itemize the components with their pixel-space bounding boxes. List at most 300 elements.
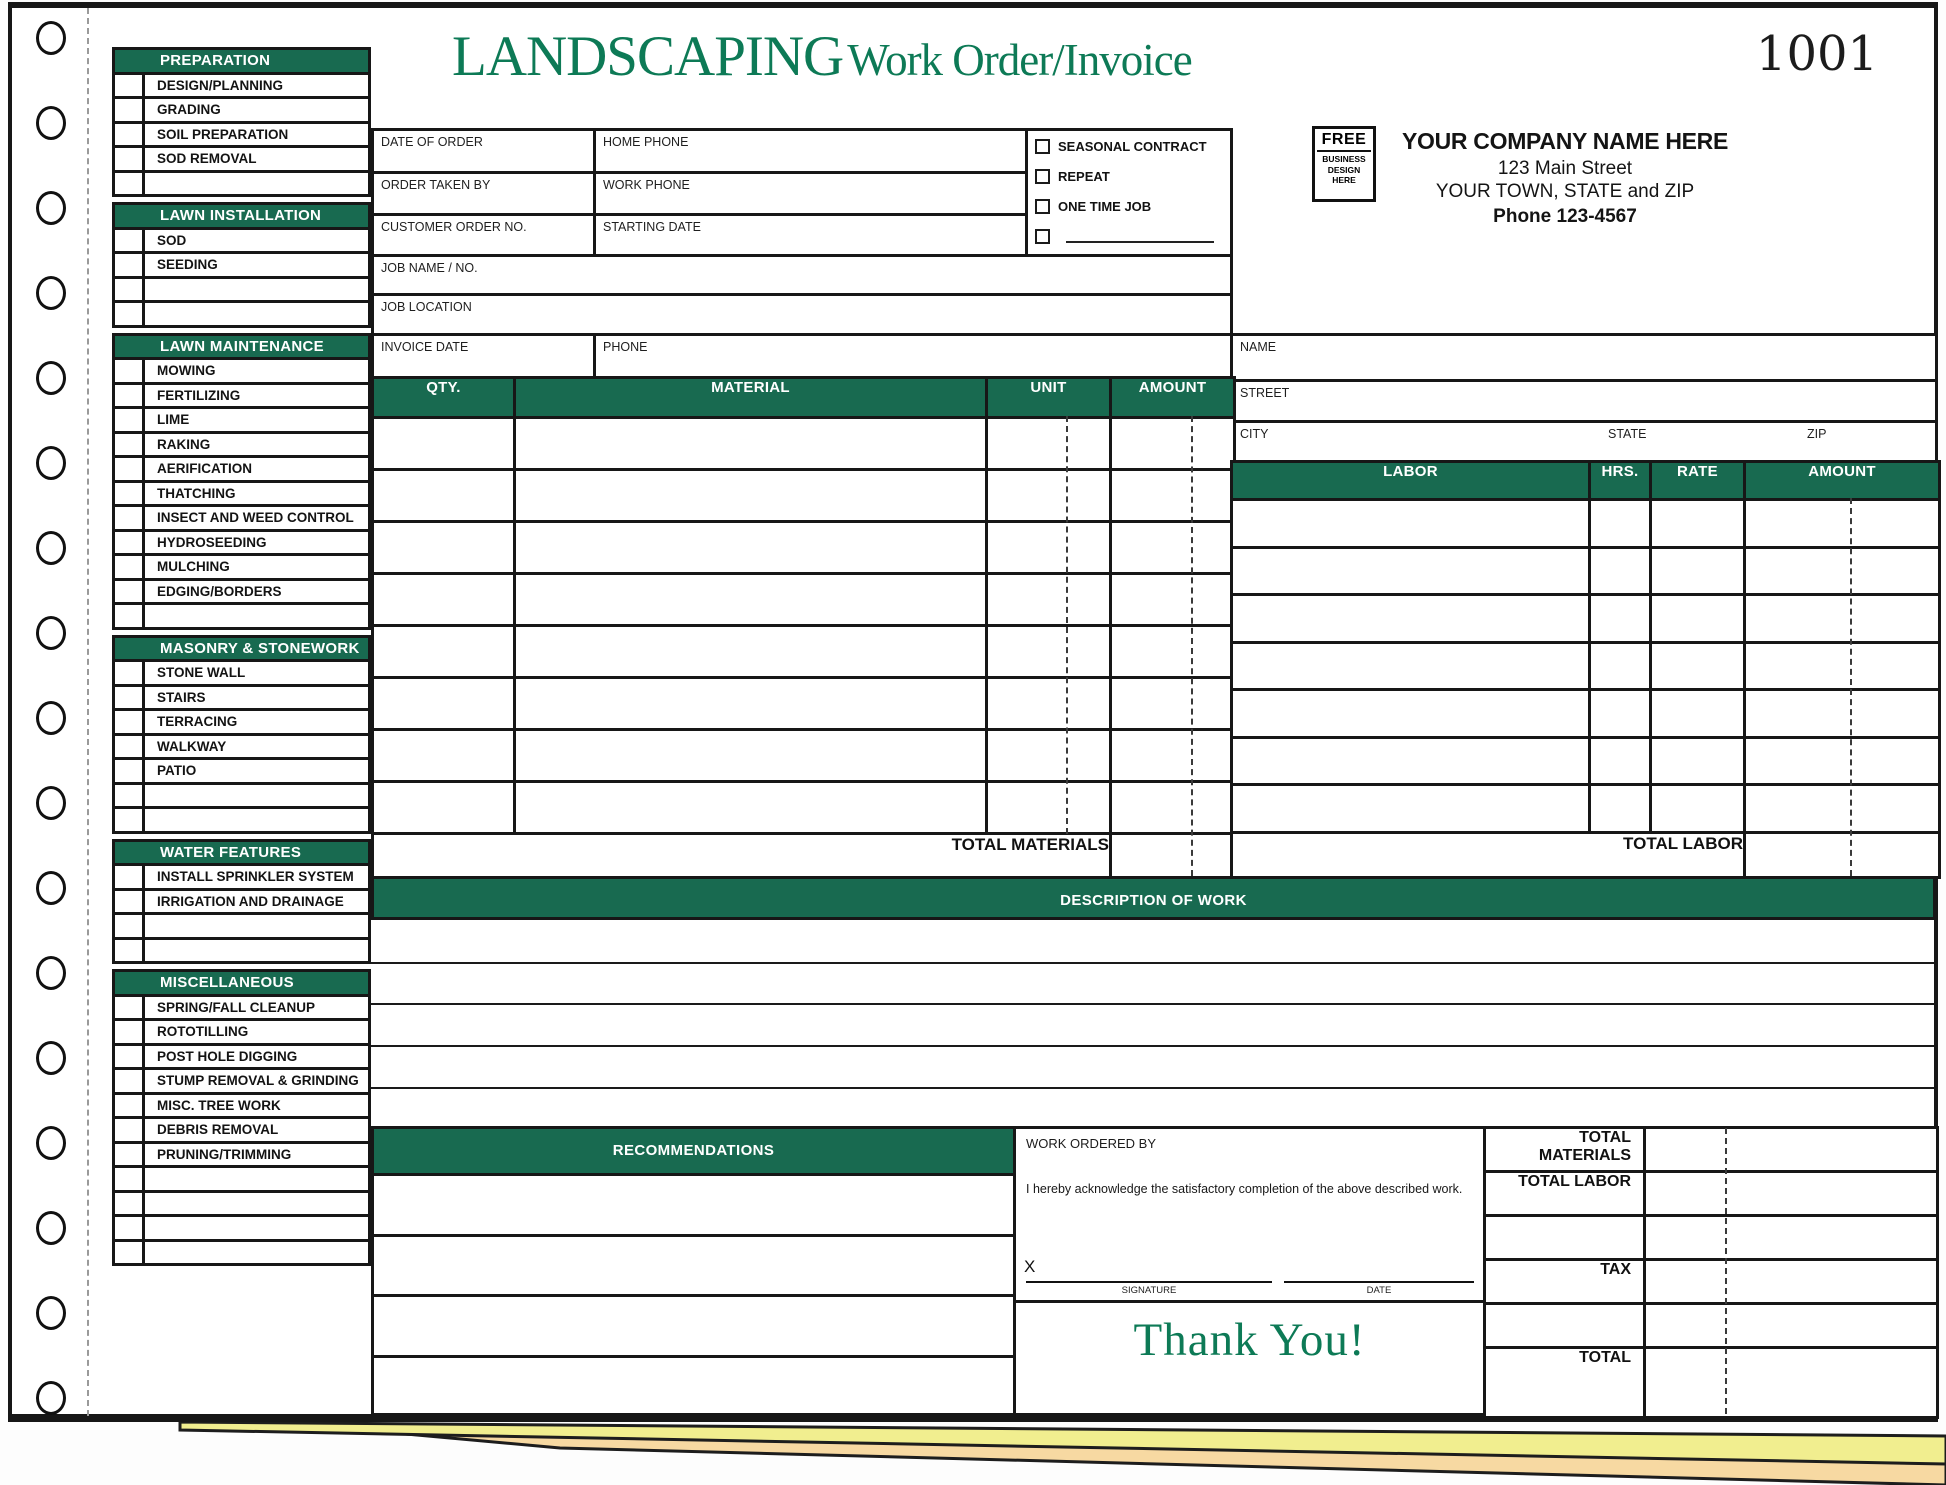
service-checkbox-cell[interactable]: [115, 760, 145, 782]
date-line[interactable]: [1284, 1254, 1474, 1283]
labor-amount-cell[interactable]: [1745, 500, 1940, 548]
job-type-checkbox[interactable]: [1035, 139, 1050, 154]
totals-amount-cell[interactable]: [1645, 1128, 1938, 1172]
service-label: IRRIGATION AND DRAINAGE: [157, 893, 344, 909]
totals-amount-cell[interactable]: [1645, 1260, 1938, 1304]
service-checkbox-cell[interactable]: [115, 809, 145, 831]
materials-amount-header: AMOUNT: [1111, 378, 1235, 418]
work-ordered-by-label: WORK ORDERED BY: [1026, 1136, 1157, 1151]
service-checkbox-cell[interactable]: [115, 785, 145, 807]
labor-row: [1232, 737, 1940, 785]
service-label: DESIGN/PLANNING: [157, 77, 284, 93]
recommendations-row[interactable]: [374, 1237, 1013, 1298]
description-writing-line[interactable]: [371, 962, 1934, 964]
service-label: [145, 173, 368, 195]
materials-material-cell[interactable]: [515, 522, 987, 574]
materials-amount-cell[interactable]: [1111, 782, 1235, 834]
punch-hole: [36, 21, 66, 55]
service-label: MULCHING: [157, 559, 230, 574]
divider: [1016, 1300, 1483, 1303]
labor-row: [1232, 785, 1940, 833]
materials-amount-cell[interactable]: [1111, 418, 1235, 470]
labor-hrs-cell[interactable]: [1590, 785, 1651, 833]
materials-material-cell[interactable]: [515, 782, 987, 834]
job-type-options: [1025, 128, 1233, 257]
recommendations-row[interactable]: [374, 1358, 1013, 1419]
form-number: 1001: [1755, 26, 1879, 82]
service-label: HYDROSEEDING: [157, 534, 267, 550]
materials-qty-cell[interactable]: [373, 522, 515, 574]
sidebar-row: [112, 684, 371, 712]
materials-qty-cell[interactable]: [373, 678, 515, 730]
service-label: GRADING: [157, 102, 221, 117]
materials-unit-cell[interactable]: [987, 522, 1111, 574]
totals-amount-cell[interactable]: [1645, 1348, 1938, 1418]
customer-name-field[interactable]: NAME: [1232, 335, 1937, 381]
service-label: PRUNING/TRIMMING: [157, 1146, 292, 1162]
punch-hole: [36, 1041, 66, 1075]
materials-qty-cell[interactable]: [373, 626, 515, 678]
labor-rate-cell[interactable]: [1651, 785, 1745, 833]
materials-unit-cell[interactable]: [987, 782, 1111, 834]
totals-label: [1485, 1216, 1645, 1260]
job-name-field[interactable]: JOB NAME / NO.: [373, 256, 1232, 298]
labor-desc-cell[interactable]: [1232, 595, 1590, 643]
service-checkbox-cell[interactable]: [115, 303, 145, 325]
sidebar-row: [112, 300, 371, 328]
sidebar-row: [112, 406, 371, 434]
form-sheet: [8, 2, 1938, 1422]
service-checkbox-cell[interactable]: [115, 99, 145, 121]
service-label: [145, 605, 368, 627]
labor-desc-cell[interactable]: [1232, 500, 1590, 548]
service-checkbox-cell[interactable]: [115, 1046, 145, 1068]
service-label: MISCELLANEOUS: [160, 974, 294, 991]
service-label: PREPARATION: [160, 52, 271, 69]
materials-amount-cents-separator: [1191, 416, 1193, 876]
job-type-checkbox[interactable]: [1035, 169, 1050, 184]
materials-unit-cell[interactable]: [987, 574, 1111, 626]
service-checkbox-cell[interactable]: [115, 1144, 145, 1166]
service-label: MISC. TREE WORK: [157, 1097, 281, 1113]
punch-hole: [36, 191, 66, 225]
materials-unit-cell[interactable]: [987, 470, 1111, 522]
sidebar-row: [112, 806, 371, 834]
totals-label: TAX: [1485, 1260, 1645, 1304]
labor-desc-cell[interactable]: [1232, 785, 1590, 833]
service-label: POST HOLE DIGGING: [157, 1048, 298, 1064]
service-checkbox-cell[interactable]: [115, 662, 145, 684]
perforation-line: [87, 8, 89, 1416]
labor-amount-cell[interactable]: [1745, 642, 1940, 690]
labor-rate-cell[interactable]: [1651, 500, 1745, 548]
sidebar-row: [112, 937, 371, 965]
service-checkbox-cell[interactable]: [115, 254, 145, 276]
sidebar-row: [112, 72, 371, 100]
punch-hole: [36, 956, 66, 990]
labor-rate-cell[interactable]: [1651, 547, 1745, 595]
sidebar-row: [112, 1116, 371, 1144]
labor-hrs-cell[interactable]: [1590, 595, 1651, 643]
service-label: [145, 809, 368, 831]
punch-hole: [36, 276, 66, 310]
service-label: LAWN MAINTENANCE: [160, 337, 324, 355]
description-writing-line[interactable]: [371, 1045, 1934, 1047]
service-label: TERRACING: [157, 714, 238, 729]
sidebar-row: [112, 504, 371, 532]
labor-rate-cell[interactable]: [1651, 737, 1745, 785]
service-checkbox-cell[interactable]: [115, 581, 145, 603]
service-checkbox-cell[interactable]: [115, 385, 145, 407]
service-checkbox-cell[interactable]: [115, 736, 145, 758]
sidebar-row: [112, 1092, 371, 1120]
sidebar-row: [112, 969, 371, 997]
home-phone-field[interactable]: HOME PHONE: [595, 130, 1027, 173]
company-city: YOUR TOWN, STATE and ZIP: [1435, 181, 1695, 202]
punch-hole: [36, 701, 66, 735]
description-writing-line[interactable]: [371, 1003, 1934, 1005]
sidebar-row: [112, 782, 371, 810]
sidebar-row: [112, 839, 371, 867]
materials-row: [373, 626, 1235, 678]
totals-row: [1485, 1128, 1938, 1172]
title-sub: Work Order/Invoice: [847, 35, 1192, 85]
phone-field[interactable]: PHONE: [595, 335, 1235, 381]
service-checkbox-cell[interactable]: [115, 1119, 145, 1141]
sidebar-row: [112, 1141, 371, 1169]
company-info: [1385, 128, 1745, 229]
materials-qty-cell[interactable]: [373, 782, 515, 834]
service-checkbox-cell[interactable]: [115, 230, 145, 252]
materials-amount-cell[interactable]: [1111, 522, 1235, 574]
totals-cents-separator: [1725, 1128, 1727, 1414]
badge-free-label: FREE: [1317, 130, 1371, 152]
materials-material-cell[interactable]: [515, 418, 987, 470]
labor-hrs-cell[interactable]: [1590, 737, 1651, 785]
materials-amount-cell[interactable]: [1111, 730, 1235, 782]
description-writing-line[interactable]: [371, 1087, 1934, 1089]
service-checklist: [112, 42, 371, 1266]
materials-material-cell[interactable]: [515, 730, 987, 782]
sidebar-row: [112, 121, 371, 149]
job-type-option: SEASONAL CONTRACT: [1028, 131, 1230, 161]
materials-qty-cell[interactable]: [373, 574, 515, 626]
service-checkbox-cell[interactable]: [115, 940, 145, 962]
job-type-checkbox[interactable]: [1035, 199, 1050, 214]
service-label: [145, 303, 368, 325]
sidebar-row: [112, 170, 371, 198]
sidebar-row: [112, 227, 371, 255]
service-label: AERIFICATION: [157, 461, 252, 476]
service-label: [145, 1217, 368, 1239]
recommendations-rows: [374, 1176, 1013, 1418]
materials-material-header: MATERIAL: [515, 378, 987, 418]
service-checkbox-cell[interactable]: [115, 556, 145, 578]
punch-hole: [36, 1126, 66, 1160]
totals-row: [1485, 1216, 1938, 1260]
materials-amount-cell[interactable]: [1111, 678, 1235, 730]
punch-hole: [36, 1381, 66, 1415]
service-checkbox-cell[interactable]: [115, 279, 145, 301]
service-checkbox-cell[interactable]: [115, 1217, 145, 1239]
materials-amount-cell[interactable]: [1111, 626, 1235, 678]
labor-desc-cell[interactable]: [1232, 642, 1590, 690]
materials-material-cell[interactable]: [515, 626, 987, 678]
service-checkbox-cell[interactable]: [115, 507, 145, 529]
sidebar-row: [112, 578, 371, 606]
labor-desc-cell[interactable]: [1232, 547, 1590, 595]
company-street: 123 Main Street: [1497, 158, 1633, 179]
sidebar-row: [112, 455, 371, 483]
service-label: SPRING/FALL CLEANUP: [157, 999, 316, 1015]
service-label: [145, 1168, 368, 1190]
recommendations-row[interactable]: [374, 1176, 1013, 1237]
service-label: INSECT AND WEED CONTROL: [157, 510, 354, 525]
materials-row: [373, 574, 1235, 626]
service-checkbox-cell[interactable]: [115, 605, 145, 627]
customer-city-state-zip-field[interactable]: CITY STATE ZIP: [1232, 422, 1937, 464]
order-taken-by-field[interactable]: ORDER TAKEN BY: [373, 173, 595, 215]
service-label: [145, 1242, 368, 1264]
sidebar-row: [112, 912, 371, 940]
thank-you-text: Thank You!: [1133, 1314, 1366, 1366]
labor-amount-cents-separator: [1850, 498, 1852, 876]
punch-hole: [36, 786, 66, 820]
totals-row: [1485, 1348, 1938, 1418]
sidebar-row: [112, 96, 371, 124]
x-mark: X: [1024, 1257, 1036, 1276]
service-checkbox-cell[interactable]: [115, 1193, 145, 1215]
totals-amount-cell[interactable]: [1645, 1216, 1938, 1260]
work-phone-field[interactable]: WORK PHONE: [595, 173, 1027, 215]
date-of-order-field[interactable]: DATE OF ORDER: [373, 130, 595, 173]
labor-row: [1232, 642, 1940, 690]
service-label: ROTOTILLING: [157, 1024, 249, 1039]
service-checkbox-cell[interactable]: [115, 891, 145, 913]
labor-hrs-cell[interactable]: [1590, 547, 1651, 595]
service-label: PATIO: [157, 763, 197, 778]
sidebar-row: [112, 1190, 371, 1218]
service-label: STAIRS: [157, 689, 206, 705]
signature-line[interactable]: [1026, 1254, 1272, 1283]
sidebar-row: [112, 1043, 371, 1071]
labor-header: LABOR: [1232, 462, 1590, 500]
punch-hole: [36, 1296, 66, 1330]
service-label: SOD: [157, 232, 187, 248]
sidebar-row: [112, 276, 371, 304]
date-caption: DATE: [1366, 1285, 1392, 1296]
labor-hrs-cell[interactable]: [1590, 500, 1651, 548]
total-labor-label: TOTAL LABOR: [1232, 832, 1745, 877]
punch-hole: [36, 531, 66, 565]
order-info-grid: [371, 128, 1028, 260]
materials-material-cell[interactable]: [515, 574, 987, 626]
total-materials-amount-cell[interactable]: [1111, 834, 1235, 878]
totals-label: TOTAL: [1485, 1348, 1645, 1418]
service-checkbox-cell[interactable]: [115, 434, 145, 456]
labor-amount-cell[interactable]: [1745, 785, 1940, 833]
punch-hole: [36, 1211, 66, 1245]
service-label: SEEDING: [157, 257, 218, 272]
starting-date-field[interactable]: STARTING DATE: [595, 215, 1027, 259]
labor-row: [1232, 500, 1940, 548]
service-checkbox-cell[interactable]: [115, 687, 145, 709]
service-checkbox-cell[interactable]: [115, 1021, 145, 1043]
sidebar-row: [112, 47, 371, 75]
labor-amount-cell[interactable]: [1745, 547, 1940, 595]
materials-amount-cell[interactable]: [1111, 574, 1235, 626]
labor-rate-header: RATE: [1651, 462, 1745, 500]
totals-row: [1485, 1172, 1938, 1216]
service-checkbox-cell[interactable]: [115, 1070, 145, 1092]
totals-row: [1485, 1260, 1938, 1304]
labor-amount-cell[interactable]: [1745, 737, 1940, 785]
service-label: THATCHING: [157, 485, 236, 501]
sidebar-row: [112, 480, 371, 508]
materials-material-cell[interactable]: [515, 470, 987, 522]
service-checkbox-cell[interactable]: [115, 483, 145, 505]
labor-rate-cell[interactable]: [1651, 642, 1745, 690]
labor-row: [1232, 595, 1940, 643]
totals-amount-cell[interactable]: [1645, 1172, 1938, 1216]
service-checkbox-cell[interactable]: [115, 1168, 145, 1190]
labor-desc-cell[interactable]: [1232, 690, 1590, 738]
punch-hole: [36, 361, 66, 395]
work-ordered-section: [1013, 1126, 1486, 1416]
sidebar-row: [112, 202, 371, 230]
recommendations-section: [371, 1126, 1016, 1416]
sidebar-row: [112, 602, 371, 630]
materials-qty-cell[interactable]: [373, 418, 515, 470]
materials-unit-cell[interactable]: [987, 418, 1111, 470]
service-label: LIME: [157, 412, 190, 427]
labor-amount-cell[interactable]: [1745, 690, 1940, 738]
service-checkbox-cell[interactable]: [115, 409, 145, 431]
materials-row: [373, 730, 1235, 782]
service-label: [145, 940, 368, 962]
company-name: YOUR COMPANY NAME HERE: [1401, 128, 1729, 154]
service-checkbox-cell[interactable]: [115, 124, 145, 146]
sidebar-row: [112, 145, 371, 173]
job-type-checkbox[interactable]: [1035, 229, 1050, 244]
labor-hrs-cell[interactable]: [1590, 690, 1651, 738]
materials-qty-cell[interactable]: [373, 470, 515, 522]
service-label: SOIL PREPARATION: [157, 126, 289, 142]
service-checkbox-cell[interactable]: [115, 458, 145, 480]
total-labor-amount-cell[interactable]: [1745, 832, 1940, 877]
totals-amount-cell[interactable]: [1645, 1304, 1938, 1348]
service-label: [145, 279, 368, 301]
service-label: FERTILIZING: [157, 387, 241, 403]
materials-row: [373, 678, 1235, 730]
company-phone: Phone 123-4567: [1493, 206, 1637, 227]
sidebar-row: [112, 333, 371, 361]
customer-order-no-field[interactable]: CUSTOMER ORDER NO.: [373, 215, 595, 259]
service-checkbox-cell[interactable]: [115, 75, 145, 97]
job-type-option: [1028, 221, 1230, 251]
service-label: SOD REMOVAL: [157, 151, 257, 166]
totals-label: [1485, 1304, 1645, 1348]
punch-hole: [36, 446, 66, 480]
sidebar-row: [112, 863, 371, 891]
description-of-work-band: DESCRIPTION OF WORK: [371, 876, 1936, 920]
service-checkbox-cell[interactable]: [115, 866, 145, 888]
job-type-option: REPEAT: [1028, 161, 1230, 191]
service-checkbox-cell[interactable]: [115, 148, 145, 170]
labor-row: [1232, 690, 1940, 738]
customer-street-field[interactable]: STREET: [1232, 381, 1937, 422]
service-label: [145, 1193, 368, 1215]
sidebar-row: [112, 431, 371, 459]
materials-unit-cell[interactable]: [987, 678, 1111, 730]
materials-material-cell[interactable]: [515, 678, 987, 730]
materials-unit-cell[interactable]: [987, 730, 1111, 782]
materials-qty-cell[interactable]: [373, 730, 515, 782]
job-location-field[interactable]: JOB LOCATION: [373, 295, 1232, 338]
acknowledgment-text: I hereby acknowledge the satisfactory completion of the above described work.: [1026, 1182, 1463, 1196]
sidebar-row: [112, 1067, 371, 1095]
materials-row: [373, 782, 1235, 834]
labor-rate-cell[interactable]: [1651, 595, 1745, 643]
materials-unit-cell[interactable]: [987, 626, 1111, 678]
service-checkbox-cell[interactable]: [115, 1242, 145, 1264]
labor-hrs-cell[interactable]: [1590, 642, 1651, 690]
materials-row: [373, 522, 1235, 574]
service-checkbox-cell[interactable]: [115, 997, 145, 1019]
service-label: [145, 915, 368, 937]
service-label: MOWING: [157, 363, 216, 378]
sidebar-row: [112, 888, 371, 916]
job-type-option: ONE TIME JOB: [1028, 191, 1230, 221]
punch-hole: [36, 616, 66, 650]
invoice-date-field[interactable]: INVOICE DATE: [373, 335, 595, 381]
punch-hole: [36, 106, 66, 140]
service-checkbox-cell[interactable]: [115, 532, 145, 554]
service-label: STONE WALL: [157, 665, 246, 680]
totals-row: [1485, 1304, 1938, 1348]
service-label: LAWN INSTALLATION: [160, 207, 322, 224]
service-checkbox-cell[interactable]: [115, 1095, 145, 1117]
sidebar-row: [112, 659, 371, 687]
materials-table: [371, 376, 1236, 879]
sidebar-row: [112, 529, 371, 557]
job-type-writein-line[interactable]: [1066, 241, 1214, 243]
unit-cents-separator: [1066, 416, 1068, 834]
labor-rate-cell[interactable]: [1651, 690, 1745, 738]
total-materials-label: TOTAL MATERIALS: [373, 834, 1111, 878]
service-checkbox-cell[interactable]: [115, 173, 145, 195]
service-checkbox-cell[interactable]: [115, 711, 145, 733]
service-label: EDGING/BORDERS: [157, 583, 282, 599]
service-checkbox-cell[interactable]: [115, 915, 145, 937]
sidebar-row: [112, 382, 371, 410]
page-title: [452, 24, 1192, 89]
free-design-badge: FREE BUSINESS DESIGN HERE: [1312, 126, 1376, 202]
materials-row: [373, 470, 1235, 522]
invoice-phone-row: [371, 333, 1236, 382]
sidebar-row: [112, 635, 371, 663]
service-checkbox-cell[interactable]: [115, 360, 145, 382]
recommendations-row[interactable]: [374, 1297, 1013, 1358]
sidebar-row: [112, 357, 371, 385]
materials-amount-cell[interactable]: [1111, 470, 1235, 522]
service-label: STUMP REMOVAL & GRINDING: [157, 1073, 359, 1088]
labor-desc-cell[interactable]: [1232, 737, 1590, 785]
service-label: [145, 785, 368, 807]
sidebar-row: [112, 553, 371, 581]
labor-amount-cell[interactable]: [1745, 595, 1940, 643]
sidebar-row: [112, 1165, 371, 1193]
